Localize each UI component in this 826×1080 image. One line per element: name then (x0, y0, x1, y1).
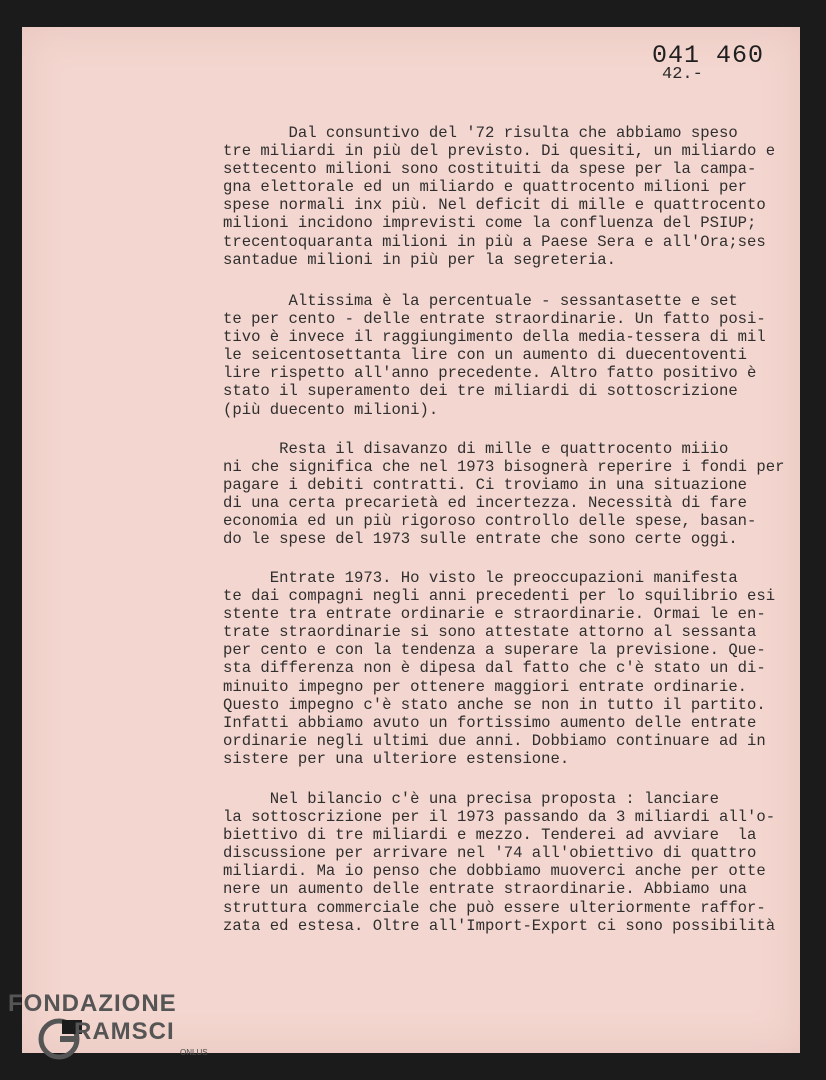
paragraph-altissima (223, 292, 766, 419)
text-line: pagare i debiti contratti. Ci troviamo in una situazione (223, 476, 748, 495)
text-line: economia ed un più rigoroso controllo delle spese, basan- (223, 512, 757, 531)
text-line: sistere per una ulteriore estensione. (223, 749, 570, 768)
text-line: biettivo di tre miliardi e mezzo. Tenderei ad avviare la (223, 826, 757, 845)
text-line: lire rispetto all'anno precedente. Altro fatto positivo è (223, 364, 757, 383)
text-line: ordinarie negli ultimi due anni. Dobbiamo continuare ad in (223, 731, 766, 750)
text-line: Questo impegno c'è stato anche se non in tutto il partito. (223, 695, 766, 714)
text-line: do le spese del 1973 sulle entrate che sono certe oggi. (223, 530, 738, 549)
text-line: per cento e con la tendenza a superare la previsione. Que- (223, 641, 766, 660)
text-line: Entrate 1973. Ho visto le preoccupazioni manifesta (223, 569, 738, 587)
text-line: tivo è invece il raggiungimento della media-tessera di mil (223, 328, 766, 347)
text-line: miliardi. Ma io penso che dobbiamo muoverci anche per otte (223, 862, 766, 881)
fondazione-gramsci-logo (8, 990, 208, 1060)
paragraph-consuntivo (223, 124, 775, 269)
logo-small-text: ONLUS (180, 1048, 208, 1057)
text-line: Resta il disavanzo di mille e quattrocento miiio (223, 440, 729, 458)
text-line: gna elettorale ed un miliardo e quattrocento milioni per (223, 178, 748, 197)
text-line: la sottoscrizione per il 1973 passando da 3 miliardi all'o- (223, 808, 776, 827)
text-line: Nel bilancio c'è una precisa proposta : lanciare (223, 790, 719, 808)
text-line: Altissima è la percentuale - sessantasette e set (223, 292, 738, 310)
paragraph-bilancio (223, 790, 775, 935)
text-line: discussione per arrivare nel '74 all'obiettivo di quattro (223, 844, 757, 863)
page-number: 42.- (662, 65, 703, 84)
text-line: di una certa precarietà ed incertezza. Necessità di fare (223, 494, 748, 513)
text-line: te dai compagni negli anni precedenti per lo squilibrio esi (223, 587, 776, 606)
logo-text-line1: FONDAZIONE (8, 990, 177, 1017)
text-line: minuito impegno per ottenere maggiori entrate ordinarie. (223, 677, 748, 696)
text-line: settecento milioni sono costituiti da spese per la campa- (223, 160, 757, 179)
text-line: santadue milioni in più per la segreteria. (223, 250, 617, 269)
text-line: ni che significa che nel 1973 bisognerà reperire i fondi per (223, 458, 785, 477)
text-line: stente tra entrate ordinarie e straordinarie. Ormai le en- (223, 605, 766, 624)
text-line: sta differenza non è dipesa dal fatto che c'è stato un di- (223, 659, 766, 678)
logo-text-line2: RAMSCI (74, 1018, 175, 1045)
text-line: zata ed estesa. Oltre all'Import-Export ci sono possibilità (223, 916, 776, 935)
text-line: nere un aumento delle entrate straordinarie. Abbiamo una (223, 880, 748, 899)
text-line: struttura commerciale che può essere ulteriormente raffor- (223, 898, 766, 917)
text-line: milioni incidono imprevisti come la confluenza del PSIUP; (223, 214, 757, 233)
text-line: Infatti abbiamo avuto un fortissimo aumento delle entrate (223, 713, 757, 732)
text-line: (più duecento milioni). (223, 400, 439, 419)
text-line: Dal consuntivo del '72 risulta che abbiamo speso (223, 124, 738, 142)
archive-number: 041 460 (652, 41, 765, 70)
document-page (22, 27, 800, 1053)
paragraph-disavanzo (223, 440, 784, 549)
text-line: spese normali inx più. Nel deficit di mille e quattrocento (223, 196, 766, 215)
text-line: te per cento - delle entrate straordinarie. Un fatto posi- (223, 310, 766, 329)
text-line: stato il superamento dei tre miliardi di sottoscrizione (223, 382, 738, 401)
text-line: tre miliardi in più del previsto. Di quesіti, un miliardo e (223, 142, 776, 161)
paragraph-entrate-1973 (223, 569, 775, 768)
text-line: trate straordinarie si sono attestate attorno al sessanta (223, 623, 757, 642)
text-line: trecentoquaranta milioni in più a Paese Sera e all'Ora;ses (223, 232, 766, 251)
text-line: le seicentosettanta lire con un aumento di duecentoventi (223, 346, 748, 365)
